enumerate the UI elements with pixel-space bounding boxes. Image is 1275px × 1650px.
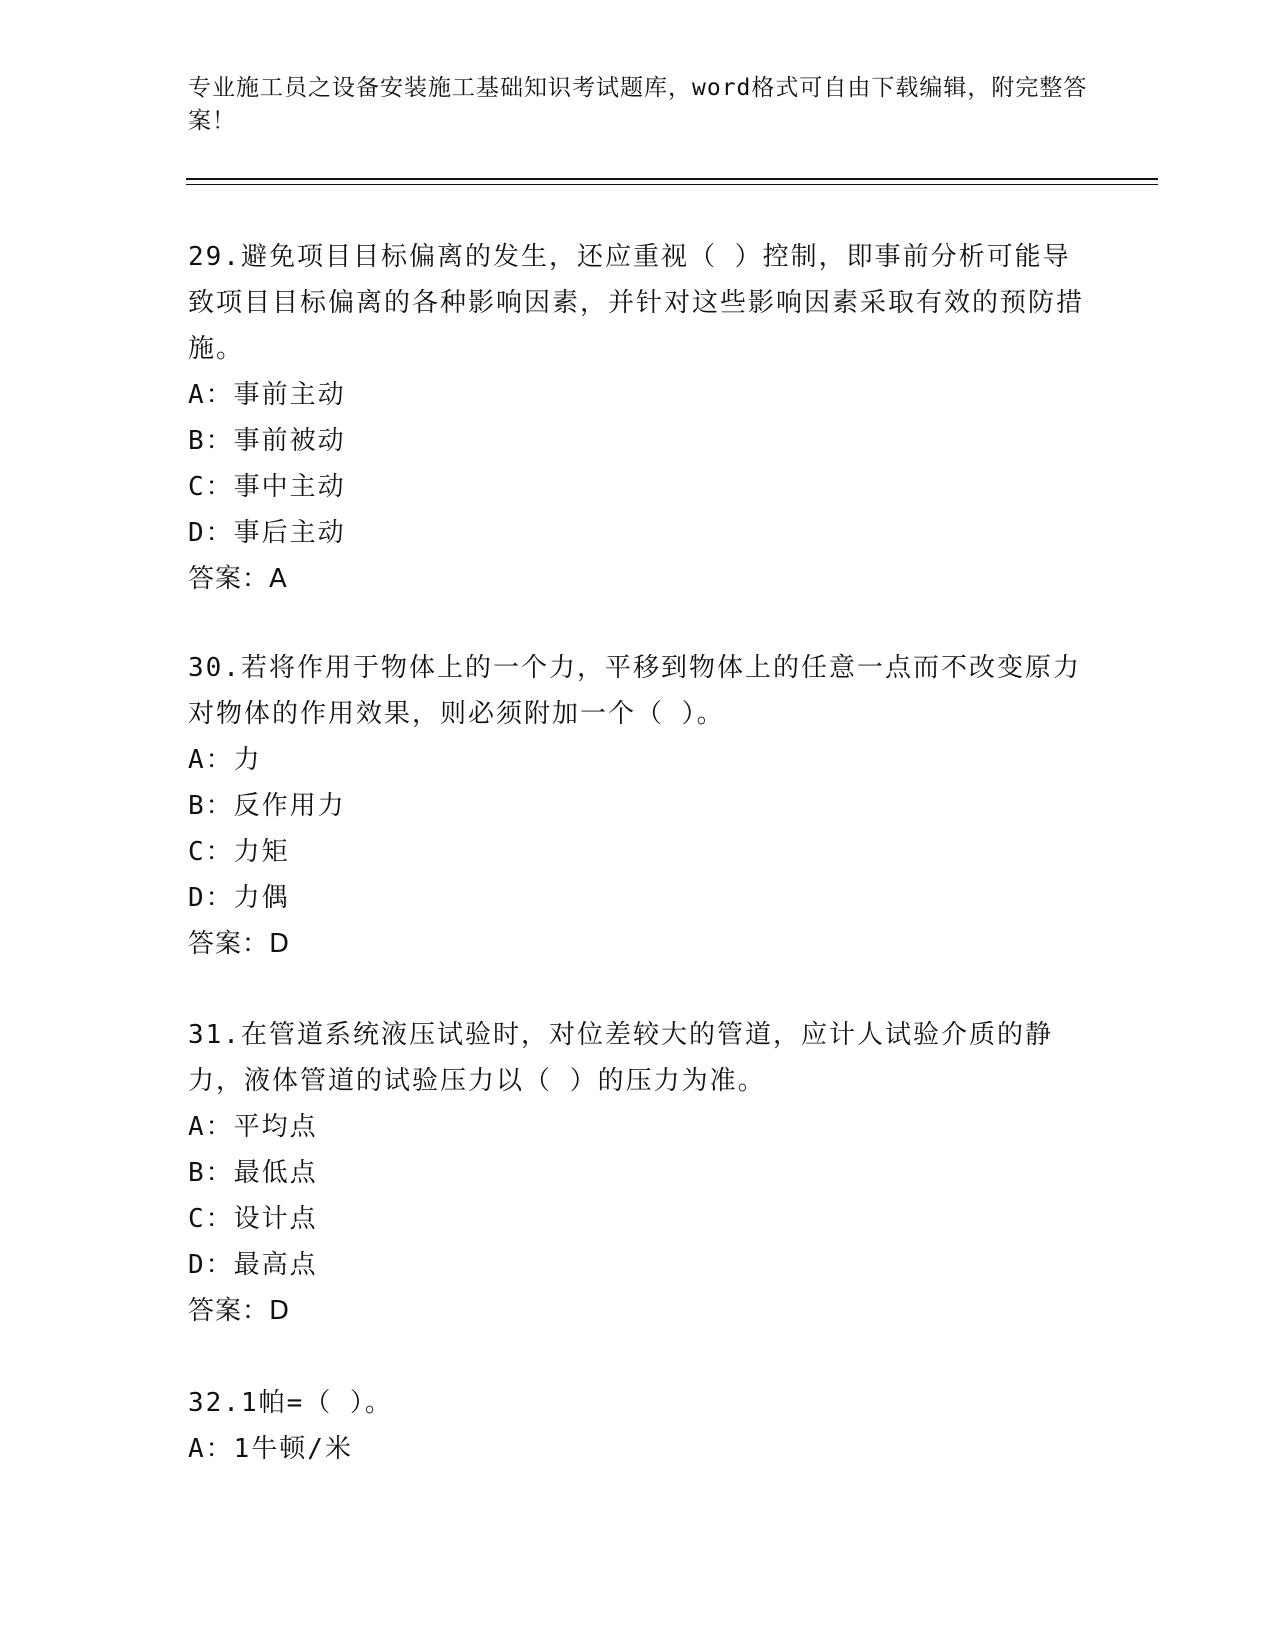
question-text: 29.避免项目目标偏离的发生，还应重视（ ）控制，即事前分析可能导致项目目标偏离的各种影响因素，并针对这些影响因素采取有效的预防措施。	[188, 242, 1085, 364]
option-a: A：平均点	[188, 1112, 318, 1142]
option-b: B：反作用力	[188, 791, 346, 821]
option-a: A：力	[188, 745, 262, 775]
option-a: A：事前主动	[188, 380, 346, 410]
question-31	[188, 1012, 1088, 1334]
option-b: B：事前被动	[188, 426, 346, 456]
option-d: D：最高点	[188, 1250, 318, 1280]
question-text: 30.若将作用于物体上的一个力，平移到物体上的任意一点而不改变原力对物体的作用效果，则必须附加一个（ ）。	[188, 653, 1081, 729]
question-30	[188, 645, 1088, 967]
question-32	[188, 1380, 1088, 1472]
answer: 答案：D	[188, 1296, 291, 1326]
option-a: A：1牛顿/米	[188, 1434, 353, 1464]
header-rule-thick	[186, 178, 1158, 180]
question-text: 32.1帕=（ ）。	[188, 1388, 393, 1418]
option-d: D：力偶	[188, 883, 290, 913]
answer: 答案：D	[188, 929, 291, 959]
question-text: 31.在管道系统液压试验时，对位差较大的管道，应计人试验介质的静力，液体管道的试验压力以（ ）的压力为准。	[188, 1020, 1053, 1096]
option-c: C：力矩	[188, 837, 290, 867]
question-29	[188, 234, 1088, 602]
option-c: C：设计点	[188, 1204, 318, 1234]
document-header: 专业施工员之设备安装施工基础知识考试题库，word格式可自由下载编辑，附完整答案！	[188, 75, 1088, 134]
header-rule-thin	[186, 184, 1158, 185]
answer: 答案：A	[188, 564, 288, 594]
option-c: C：事中主动	[188, 472, 346, 502]
option-d: D：事后主动	[188, 518, 346, 548]
option-b: B：最低点	[188, 1158, 318, 1188]
